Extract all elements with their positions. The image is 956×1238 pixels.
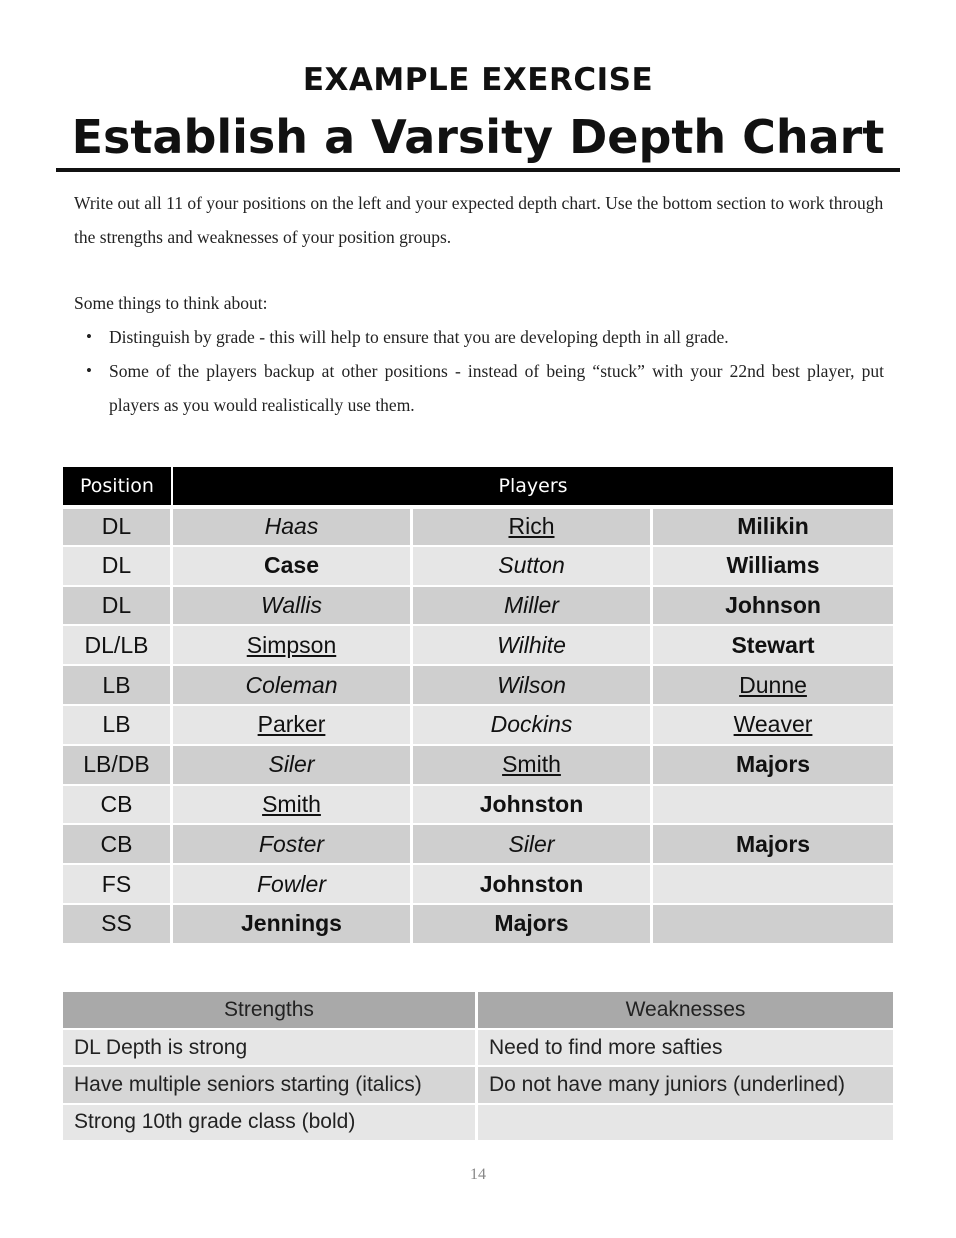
tips-list	[84, 320, 884, 422]
position-cell: LB/DB	[63, 744, 173, 784]
player-cell: Parker	[173, 704, 413, 744]
depth-chart-row	[63, 545, 893, 585]
position-cell: DL	[63, 505, 173, 545]
strength-cell: Have multiple seniors starting (italics)	[63, 1065, 478, 1102]
player-cell: Rich	[413, 505, 653, 545]
position-cell: FS	[63, 863, 173, 903]
position-cell: DL	[63, 585, 173, 625]
position-cell: CB	[63, 823, 173, 863]
title-underline	[56, 168, 900, 172]
weaknesses-header: Weaknesses	[478, 992, 893, 1028]
sw-row	[63, 1028, 893, 1065]
player-cell: Wilson	[413, 664, 653, 704]
depth-chart-row	[63, 624, 893, 664]
player-cell: Jennings	[173, 903, 413, 943]
depth-chart-row	[63, 903, 893, 943]
player-cell	[653, 784, 893, 824]
players-header: Players	[173, 467, 893, 505]
depth-chart-row	[63, 823, 893, 863]
page-number: 14	[470, 1166, 486, 1183]
depth-chart-row	[63, 664, 893, 704]
weakness-cell	[478, 1103, 893, 1140]
depth-chart-row	[63, 505, 893, 545]
player-cell: Majors	[653, 744, 893, 784]
position-cell: DL/LB	[63, 624, 173, 664]
strengths-header: Strengths	[63, 992, 478, 1028]
player-cell: Miller	[413, 585, 653, 625]
sw-row	[63, 1065, 893, 1102]
player-cell: Siler	[173, 744, 413, 784]
depth-chart-row	[63, 744, 893, 784]
position-cell: SS	[63, 903, 173, 943]
player-cell: Coleman	[173, 664, 413, 704]
sw-header-row	[63, 992, 893, 1028]
depth-chart-table	[63, 467, 893, 943]
position-cell: CB	[63, 784, 173, 824]
player-cell: Stewart	[653, 624, 893, 664]
player-cell: Case	[173, 545, 413, 585]
player-cell: Johnston	[413, 784, 653, 824]
player-cell: Wilhite	[413, 624, 653, 664]
page-title: Establish a Varsity Depth Chart	[71, 110, 885, 164]
depth-chart-row	[63, 585, 893, 625]
player-cell: Wallis	[173, 585, 413, 625]
player-cell: Smith	[413, 744, 653, 784]
sw-body	[63, 1028, 893, 1140]
player-cell: Johnston	[413, 863, 653, 903]
position-cell: LB	[63, 664, 173, 704]
player-cell	[653, 863, 893, 903]
player-cell: Siler	[413, 823, 653, 863]
player-cell: Fowler	[173, 863, 413, 903]
intro-paragraph: Write out all 11 of your positions on the left and your expected depth chart. Use the bottom section to work through the strengths and weaknesses of your position groups.	[74, 193, 884, 247]
exercise-kicker: EXAMPLE EXERCISE	[302, 62, 654, 98]
sw-row	[63, 1103, 893, 1140]
strength-cell: DL Depth is strong	[63, 1028, 478, 1065]
strengths-weaknesses-table	[63, 992, 893, 1140]
player-cell: Williams	[653, 545, 893, 585]
depth-chart-row	[63, 784, 893, 824]
strength-cell: Strong 10th grade class (bold)	[63, 1103, 478, 1140]
player-cell: Majors	[413, 903, 653, 943]
player-cell: Sutton	[413, 545, 653, 585]
position-cell: LB	[63, 704, 173, 744]
think-heading: Some things to think about:	[74, 293, 268, 313]
depth-chart-body	[63, 505, 893, 943]
player-cell: Haas	[173, 505, 413, 545]
tip-item: • Distinguish by grade - this will help to ensure that you are developing depth in all grade.	[84, 320, 884, 354]
tip-item: • Some of the players backup at other positions - instead of being “stuck” with your 22nd best player, put players as you would realistically use them.	[84, 354, 884, 422]
player-cell: Majors	[653, 823, 893, 863]
depth-chart-row	[63, 704, 893, 744]
player-cell: Weaver	[653, 704, 893, 744]
weakness-cell: Do not have many juniors (underlined)	[478, 1065, 893, 1102]
player-cell	[653, 903, 893, 943]
depth-chart-row	[63, 863, 893, 903]
player-cell: Dockins	[413, 704, 653, 744]
position-cell: DL	[63, 545, 173, 585]
position-header: Position	[63, 467, 173, 505]
player-cell: Simpson	[173, 624, 413, 664]
weakness-cell: Need to find more safties	[478, 1028, 893, 1065]
player-cell: Johnson	[653, 585, 893, 625]
player-cell: Milikin	[653, 505, 893, 545]
player-cell: Smith	[173, 784, 413, 824]
depth-chart-header-row	[63, 467, 893, 505]
player-cell: Dunne	[653, 664, 893, 704]
player-cell: Foster	[173, 823, 413, 863]
